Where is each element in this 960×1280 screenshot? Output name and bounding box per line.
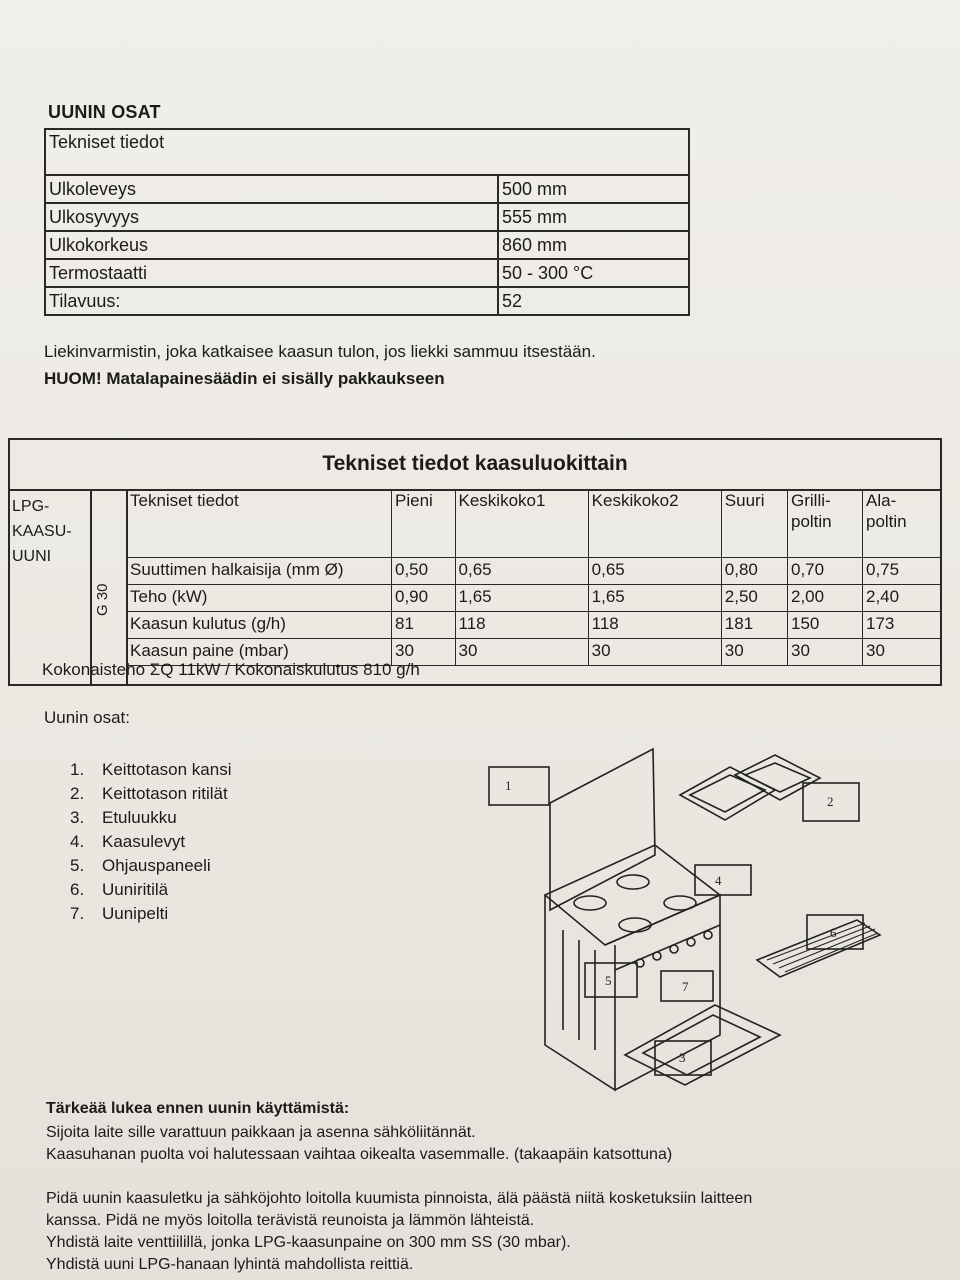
spec-value: 50 - 300 °C bbox=[498, 259, 689, 287]
table-cell: 0,90 bbox=[392, 585, 456, 612]
knob-icon bbox=[653, 952, 661, 960]
list-item bbox=[70, 854, 231, 878]
total-power-line: Kokonaisteho ΣQ 11kW / Kokonaiskulutus 810 g/h bbox=[42, 660, 420, 679]
callout-label: 1 bbox=[505, 778, 512, 793]
list-number: 7. bbox=[70, 904, 85, 923]
spec-label: Ulkoleveys bbox=[45, 175, 498, 203]
list-label: Keittotason ritilät bbox=[102, 784, 228, 803]
flame-safety-note: Liekinvarmistin, joka katkaisee kaasun tulon, jos liekki sammuu itsestään. bbox=[44, 342, 596, 361]
grate-drawing bbox=[680, 755, 820, 820]
side-panel-ribs bbox=[563, 930, 595, 1050]
spec-row bbox=[45, 203, 689, 231]
list-number: 3. bbox=[70, 808, 85, 827]
table-cell: 0,50 bbox=[392, 558, 456, 585]
spec-row bbox=[45, 175, 689, 203]
column-header: Suuri bbox=[721, 490, 787, 558]
callout-label: 6 bbox=[830, 925, 837, 940]
list-label: Kaasulevyt bbox=[102, 832, 186, 851]
shelf-bars bbox=[767, 923, 878, 972]
gas-table-header-label: Tekniset tiedot bbox=[127, 490, 392, 558]
paragraph: kanssa. Pidä ne myös loitolla terävistä reunoista ja lämmön lähteistä. bbox=[46, 1212, 535, 1229]
callout-label: 7 bbox=[682, 979, 689, 994]
callout-box bbox=[489, 767, 549, 805]
table-cell: 0,80 bbox=[721, 558, 787, 585]
spec-row bbox=[45, 231, 689, 259]
table-row bbox=[127, 612, 942, 639]
list-number: 6. bbox=[70, 880, 85, 899]
table-cell: 150 bbox=[788, 612, 863, 639]
spec-value: 500 mm bbox=[498, 175, 689, 203]
table-cell: 2,00 bbox=[788, 585, 863, 612]
row-label: Kaasun kulutus (g/h) bbox=[127, 612, 392, 639]
table-cell: 30 bbox=[455, 639, 588, 666]
gas-group-label: G 30 bbox=[94, 583, 111, 617]
list-number: 5. bbox=[70, 856, 85, 875]
spec-label: Ulkokorkeus bbox=[45, 231, 498, 259]
list-item bbox=[70, 902, 231, 926]
callout-label: 2 bbox=[827, 794, 834, 809]
list-item bbox=[70, 806, 231, 830]
paragraph: Yhdistä uuni LPG-hanaan lyhintä mahdollista reittiä. bbox=[46, 1256, 414, 1273]
divider bbox=[90, 489, 92, 684]
warning-note: HUOM! Matalapainesäädin ei sisälly pakkaukseen bbox=[44, 369, 445, 388]
list-label: Uuniritilä bbox=[102, 880, 169, 899]
burner-icon bbox=[619, 918, 651, 932]
spec-row bbox=[45, 259, 689, 287]
list-item bbox=[70, 878, 231, 902]
read-before-use-title: Tärkeää lukea ennen uunin käyttämistä: bbox=[46, 1100, 350, 1117]
list-item bbox=[70, 830, 231, 854]
list-item bbox=[70, 782, 231, 806]
spec-value: 860 mm bbox=[498, 231, 689, 259]
list-label: Ohjauspaneeli bbox=[102, 856, 211, 875]
spec-label: Ulkosyvyys bbox=[45, 203, 498, 231]
table-cell: 118 bbox=[455, 612, 588, 639]
list-number: 1. bbox=[70, 760, 85, 779]
oven-body-front bbox=[605, 895, 720, 1090]
table-cell: 30 bbox=[392, 639, 456, 666]
oven-type-label: LPG- KAASU- UUNI bbox=[12, 498, 72, 565]
knob-icon bbox=[704, 931, 712, 939]
spec-label: Termostaatti bbox=[45, 259, 498, 287]
list-number: 4. bbox=[70, 832, 85, 851]
paragraph: Kaasuhanan puolta voi halutessaan vaihtaa oikealta vasemmalle. (takaapäin katsottuna) bbox=[46, 1146, 673, 1163]
table-cell: 81 bbox=[392, 612, 456, 639]
row-label: Kaasun paine (mbar) bbox=[127, 639, 392, 666]
table-cell: 0,70 bbox=[788, 558, 863, 585]
list-label: Etuluukku bbox=[102, 808, 177, 827]
column-header: Ala- poltin bbox=[863, 490, 942, 558]
spec-label: Tilavuus: bbox=[45, 287, 498, 315]
table-row bbox=[127, 558, 942, 585]
table-cell: 2,40 bbox=[863, 585, 942, 612]
burner-icon bbox=[574, 896, 606, 910]
column-header: Keskikoko1 bbox=[455, 490, 588, 558]
oven-parts-diagram bbox=[485, 745, 885, 1095]
parts-list bbox=[70, 758, 231, 926]
knob-icon bbox=[670, 945, 678, 953]
hob-drawing bbox=[545, 845, 720, 945]
row-label: Suuttimen halkaisija (mm Ø) bbox=[127, 558, 392, 585]
column-header: Grilli- poltin bbox=[788, 490, 863, 558]
column-header: Keskikoko2 bbox=[588, 490, 721, 558]
table-cell: 30 bbox=[588, 639, 721, 666]
gas-table bbox=[8, 438, 942, 686]
parts-title: Uunin osat: bbox=[44, 708, 130, 727]
table-cell: 0,65 bbox=[455, 558, 588, 585]
table-cell: 181 bbox=[721, 612, 787, 639]
paragraph: Sijoita laite sille varattuun paikkaan ja asenna sähköliitännät. bbox=[46, 1124, 476, 1141]
list-number: 2. bbox=[70, 784, 85, 803]
callout-box bbox=[695, 865, 751, 895]
gas-data-grid bbox=[126, 489, 942, 666]
spec-value: 555 mm bbox=[498, 203, 689, 231]
spec-row bbox=[45, 287, 689, 315]
burner-icon bbox=[617, 875, 649, 889]
table-cell: 30 bbox=[721, 639, 787, 666]
callout-label: 5 bbox=[605, 973, 612, 988]
list-label: Keittotason kansi bbox=[102, 760, 232, 779]
paragraph: Yhdistä laite venttiilillä, jonka LPG-kaasunpaine on 300 mm SS (30 mbar). bbox=[46, 1234, 571, 1251]
table-cell: 1,65 bbox=[588, 585, 721, 612]
table-cell: 118 bbox=[588, 612, 721, 639]
spec-table bbox=[44, 128, 690, 316]
table-cell: 0,75 bbox=[863, 558, 942, 585]
callout-label: 4 bbox=[715, 873, 722, 888]
knob-icon bbox=[687, 938, 695, 946]
table-cell: 30 bbox=[863, 639, 942, 666]
table-cell: 2,50 bbox=[721, 585, 787, 612]
spec-value: 52 bbox=[498, 287, 689, 315]
column-header: Pieni bbox=[392, 490, 456, 558]
row-label: Teho (kW) bbox=[127, 585, 392, 612]
table-cell: 30 bbox=[788, 639, 863, 666]
table-row bbox=[127, 585, 942, 612]
paragraph: Pidä uunin kaasuletku ja sähköjohto loitolla kuumista pinnoista, älä päästä niitä kosketuksiin laitteen bbox=[46, 1190, 753, 1207]
section-title: UUNIN OSAT bbox=[48, 102, 161, 122]
table-cell: 0,65 bbox=[588, 558, 721, 585]
list-label: Uunipelti bbox=[102, 904, 169, 923]
list-item bbox=[70, 758, 231, 782]
spec-table-header: Tekniset tiedot bbox=[45, 129, 689, 175]
gas-table-title: Tekniset tiedot kaasuluokittain bbox=[322, 452, 628, 475]
table-cell: 1,65 bbox=[455, 585, 588, 612]
table-cell: 173 bbox=[863, 612, 942, 639]
callout-label: 3 bbox=[679, 1050, 686, 1065]
